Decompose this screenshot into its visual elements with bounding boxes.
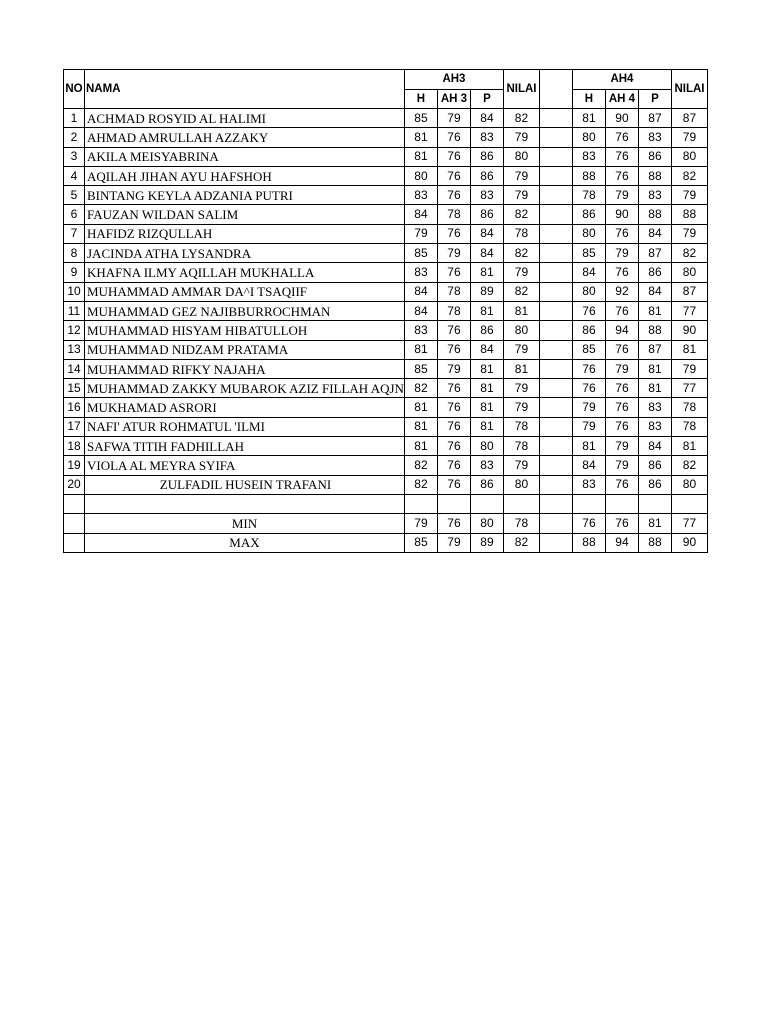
nilai-ah4-cell: 78 <box>671 417 707 436</box>
empty-cell <box>638 494 671 513</box>
ah3-h-cell: 85 <box>404 244 437 263</box>
column-spacer <box>539 514 572 533</box>
ah3-p-cell: 81 <box>470 263 503 282</box>
ah4-p-cell: 81 <box>638 301 671 320</box>
column-spacer <box>539 379 572 398</box>
nilai-ah4-cell: 81 <box>671 437 707 456</box>
column-spacer <box>539 533 572 552</box>
student-name: MUHAMMAD NIDZAM PRATAMA <box>85 340 405 359</box>
empty-cell <box>470 494 503 513</box>
nilai-ah4-cell: 80 <box>671 263 707 282</box>
ah4-p-cell: 84 <box>638 282 671 301</box>
column-spacer <box>539 417 572 436</box>
nilai-ah3-header: NILAI <box>503 70 539 109</box>
student-name: SAFWA TITIH FADHILLAH <box>85 437 405 456</box>
ah4-ah4-cell: 79 <box>605 244 638 263</box>
nilai-ah4-header: NILAI <box>671 70 707 109</box>
nilai-ah4-cell: 79 <box>671 128 707 147</box>
blank-row <box>64 494 708 513</box>
nilai-ah3-cell: 80 <box>503 147 539 166</box>
ah3-p-cell: 83 <box>470 456 503 475</box>
ah3-p-cell: 89 <box>470 533 503 552</box>
ah3-ah3-cell: 76 <box>437 321 470 340</box>
ah4-h-cell: 83 <box>572 147 605 166</box>
ah4-ah4-cell: 76 <box>605 263 638 282</box>
ah3-p-cell: 86 <box>470 147 503 166</box>
ah4-h-cell: 86 <box>572 321 605 340</box>
ah3-p-cell: 84 <box>470 224 503 243</box>
table-row <box>64 475 708 494</box>
ah3-p-cell: 86 <box>470 205 503 224</box>
table-row <box>64 398 708 417</box>
column-spacer <box>539 282 572 301</box>
ah4-ah4-cell: 94 <box>605 321 638 340</box>
ah3-h-cell: 79 <box>404 224 437 243</box>
student-name: MUHAMMAD ZAKKY MUBAROK AZIZ FILLAH AQJN <box>85 379 405 398</box>
ah4-ah4-cell: 90 <box>605 205 638 224</box>
ah4-ah4-cell: 79 <box>605 186 638 205</box>
column-spacer <box>539 340 572 359</box>
ah3-h-cell: 83 <box>404 263 437 282</box>
nilai-ah3-cell: 79 <box>503 340 539 359</box>
column-spacer <box>539 70 572 109</box>
column-spacer <box>539 359 572 378</box>
table-row <box>64 109 708 128</box>
column-spacer <box>539 456 572 475</box>
row-number: 3 <box>64 147 85 166</box>
ah3-ah3-cell: 79 <box>437 359 470 378</box>
ah3-h-cell: 79 <box>404 514 437 533</box>
student-name: HAFIDZ RIZQULLAH <box>85 224 405 243</box>
student-name: JACINDA ATHA LYSANDRA <box>85 244 405 263</box>
ah3-h-cell: 80 <box>404 166 437 185</box>
nilai-ah4-cell: 80 <box>671 475 707 494</box>
nilai-ah3-cell: 81 <box>503 359 539 378</box>
empty-cell <box>85 494 405 513</box>
nilai-ah4-cell: 87 <box>671 109 707 128</box>
nilai-ah3-cell: 78 <box>503 417 539 436</box>
ah4-p-cell: 88 <box>638 533 671 552</box>
ah3-p-cell: 89 <box>470 282 503 301</box>
ah3-ah3-cell: 78 <box>437 301 470 320</box>
student-name: AQILAH JIHAN AYU HAFSHOH <box>85 166 405 185</box>
ah3-h-cell: 81 <box>404 398 437 417</box>
ah4-p-cell: 86 <box>638 263 671 282</box>
nilai-ah4-cell: 88 <box>671 205 707 224</box>
ah4-p-cell: 87 <box>638 109 671 128</box>
ah4-ah4-cell: 79 <box>605 359 638 378</box>
ah3-p-cell: 83 <box>470 186 503 205</box>
row-number: 9 <box>64 263 85 282</box>
nilai-ah4-cell: 79 <box>671 224 707 243</box>
ah3-p-cell: 81 <box>470 398 503 417</box>
ah3-p-cell: 86 <box>470 475 503 494</box>
column-spacer <box>539 398 572 417</box>
ah4-p-cell: 81 <box>638 379 671 398</box>
nilai-ah4-cell: 78 <box>671 398 707 417</box>
column-spacer <box>539 224 572 243</box>
ah4-p-cell: 87 <box>638 340 671 359</box>
nilai-ah3-cell: 82 <box>503 244 539 263</box>
ah4-h-cell: 88 <box>572 166 605 185</box>
ah4-ah4-header: AH 4 <box>605 90 638 109</box>
ah3-h-cell: 81 <box>404 437 437 456</box>
ah3-h-cell: 81 <box>404 417 437 436</box>
nilai-ah3-cell: 79 <box>503 379 539 398</box>
empty-cell <box>503 494 539 513</box>
ah4-ah4-cell: 94 <box>605 533 638 552</box>
nilai-ah4-cell: 80 <box>671 147 707 166</box>
nilai-ah4-cell: 82 <box>671 456 707 475</box>
ah3-ah3-cell: 79 <box>437 109 470 128</box>
nilai-ah3-cell: 80 <box>503 475 539 494</box>
ah3-p-cell: 81 <box>470 379 503 398</box>
ah4-p-cell: 88 <box>638 321 671 340</box>
row-number: 4 <box>64 166 85 185</box>
ah3-p-cell: 84 <box>470 109 503 128</box>
summary-row-min <box>64 514 708 533</box>
ah4-ah4-cell: 92 <box>605 282 638 301</box>
ah3-h-cell: 84 <box>404 205 437 224</box>
ah4-h-cell: 81 <box>572 109 605 128</box>
ah3-h-cell: 82 <box>404 379 437 398</box>
ah4-h-cell: 76 <box>572 359 605 378</box>
ah4-ah4-cell: 76 <box>605 166 638 185</box>
nilai-ah3-cell: 82 <box>503 282 539 301</box>
ah4-h-cell: 76 <box>572 379 605 398</box>
row-number: 5 <box>64 186 85 205</box>
ah3-ah3-cell: 76 <box>437 263 470 282</box>
row-number: 19 <box>64 456 85 475</box>
ah3-h-cell: 81 <box>404 147 437 166</box>
nilai-ah3-cell: 79 <box>503 263 539 282</box>
student-name: VIOLA AL MEYRA SYIFA <box>85 456 405 475</box>
ah3-ah3-cell: 76 <box>437 147 470 166</box>
ah3-group-header: AH3 <box>404 70 503 90</box>
ah3-ah3-cell: 76 <box>437 379 470 398</box>
nilai-ah4-cell: 79 <box>671 359 707 378</box>
table-row <box>64 263 708 282</box>
ah4-ah4-cell: 76 <box>605 340 638 359</box>
ah3-ah3-cell: 76 <box>437 398 470 417</box>
row-number: 13 <box>64 340 85 359</box>
nilai-ah4-cell: 77 <box>671 301 707 320</box>
ah3-h-cell: 82 <box>404 475 437 494</box>
ah4-ah4-cell: 76 <box>605 514 638 533</box>
nilai-ah3-cell: 82 <box>503 205 539 224</box>
nilai-ah3-cell: 78 <box>503 224 539 243</box>
nilai-ah3-cell: 78 <box>503 437 539 456</box>
student-name: FAUZAN WILDAN SALIM <box>85 205 405 224</box>
ah4-h-header: H <box>572 90 605 109</box>
student-name: MUHAMMAD RIFKY NAJAHA <box>85 359 405 378</box>
ah4-ah4-cell: 76 <box>605 147 638 166</box>
student-name: MUKHAMAD ASRORI <box>85 398 405 417</box>
ah3-p-cell: 84 <box>470 340 503 359</box>
empty-cell <box>437 494 470 513</box>
nilai-ah3-cell: 82 <box>503 533 539 552</box>
table-body <box>64 70 708 553</box>
ah4-h-cell: 83 <box>572 475 605 494</box>
ah3-h-cell: 85 <box>404 109 437 128</box>
ah3-p-cell: 80 <box>470 437 503 456</box>
summary-label: MAX <box>85 533 405 552</box>
table-row <box>64 244 708 263</box>
row-number: 20 <box>64 475 85 494</box>
row-number: 17 <box>64 417 85 436</box>
column-spacer <box>539 147 572 166</box>
ah3-ah3-cell: 76 <box>437 128 470 147</box>
ah4-h-cell: 76 <box>572 301 605 320</box>
ah3-ah3-cell: 76 <box>437 186 470 205</box>
no-header: NO <box>64 70 85 109</box>
ah4-p-cell: 86 <box>638 475 671 494</box>
row-number: 18 <box>64 437 85 456</box>
ah3-h-cell: 84 <box>404 282 437 301</box>
nilai-ah4-cell: 77 <box>671 379 707 398</box>
ah4-ah4-cell: 76 <box>605 301 638 320</box>
row-number: 15 <box>64 379 85 398</box>
ah4-ah4-cell: 76 <box>605 475 638 494</box>
header-row-groups <box>64 70 708 90</box>
column-spacer <box>539 109 572 128</box>
ah3-p-cell: 83 <box>470 128 503 147</box>
nilai-ah4-cell: 82 <box>671 166 707 185</box>
ah4-ah4-cell: 79 <box>605 456 638 475</box>
ah4-h-cell: 79 <box>572 417 605 436</box>
ah4-p-cell: 84 <box>638 437 671 456</box>
row-number: 8 <box>64 244 85 263</box>
nama-header: NAMA <box>85 70 405 109</box>
ah3-h-cell: 82 <box>404 456 437 475</box>
table-row <box>64 128 708 147</box>
ah4-ah4-cell: 76 <box>605 417 638 436</box>
ah3-h-cell: 85 <box>404 359 437 378</box>
table-row <box>64 282 708 301</box>
nilai-ah4-cell: 90 <box>671 321 707 340</box>
nilai-ah3-cell: 81 <box>503 301 539 320</box>
column-spacer <box>539 263 572 282</box>
ah3-h-cell: 85 <box>404 533 437 552</box>
column-spacer <box>539 166 572 185</box>
ah4-p-cell: 84 <box>638 224 671 243</box>
student-name: KHAFNA ILMY AQILLAH MUKHALLA <box>85 263 405 282</box>
column-spacer <box>539 205 572 224</box>
empty-cell <box>671 494 707 513</box>
student-name: ZULFADIL HUSEIN TRAFANI <box>85 475 405 494</box>
table-row <box>64 186 708 205</box>
nilai-ah3-cell: 82 <box>503 109 539 128</box>
table-row <box>64 301 708 320</box>
ah3-ah3-cell: 76 <box>437 224 470 243</box>
row-number: 16 <box>64 398 85 417</box>
ah4-h-cell: 88 <box>572 533 605 552</box>
table-row <box>64 359 708 378</box>
table-row <box>64 205 708 224</box>
ah4-p-cell: 83 <box>638 398 671 417</box>
ah3-p-cell: 81 <box>470 417 503 436</box>
empty-cell <box>64 533 85 552</box>
table-row <box>64 166 708 185</box>
ah4-p-cell: 86 <box>638 456 671 475</box>
ah3-ah3-cell: 76 <box>437 456 470 475</box>
ah4-ah4-cell: 79 <box>605 437 638 456</box>
ah4-h-cell: 76 <box>572 514 605 533</box>
student-name: ACHMAD ROSYID AL HALIMI <box>85 109 405 128</box>
column-spacer <box>539 301 572 320</box>
ah4-h-cell: 81 <box>572 437 605 456</box>
nilai-ah3-cell: 79 <box>503 456 539 475</box>
nilai-ah3-cell: 79 <box>503 166 539 185</box>
column-spacer <box>539 244 572 263</box>
ah4-ah4-cell: 76 <box>605 224 638 243</box>
row-number: 11 <box>64 301 85 320</box>
ah4-ah4-cell: 76 <box>605 398 638 417</box>
ah4-h-cell: 80 <box>572 282 605 301</box>
ah4-ah4-cell: 90 <box>605 109 638 128</box>
table-row <box>64 456 708 475</box>
ah3-ah3-cell: 76 <box>437 475 470 494</box>
empty-cell <box>404 494 437 513</box>
ah4-p-cell: 83 <box>638 186 671 205</box>
summary-row-max <box>64 533 708 552</box>
row-number: 12 <box>64 321 85 340</box>
ah4-p-cell: 87 <box>638 244 671 263</box>
column-spacer <box>539 186 572 205</box>
ah4-p-cell: 81 <box>638 514 671 533</box>
row-number: 14 <box>64 359 85 378</box>
column-spacer <box>539 475 572 494</box>
ah3-ah3-cell: 78 <box>437 205 470 224</box>
ah3-ah3-cell: 78 <box>437 282 470 301</box>
ah3-p-cell: 84 <box>470 244 503 263</box>
ah3-h-cell: 83 <box>404 186 437 205</box>
row-number: 2 <box>64 128 85 147</box>
ah4-p-cell: 88 <box>638 205 671 224</box>
ah4-p-cell: 81 <box>638 359 671 378</box>
ah4-p-cell: 86 <box>638 147 671 166</box>
student-name: BINTANG KEYLA ADZANIA PUTRI <box>85 186 405 205</box>
ah4-p-header: P <box>638 90 671 109</box>
ah3-ah3-header: AH 3 <box>437 90 470 109</box>
ah4-h-cell: 79 <box>572 398 605 417</box>
row-number: 7 <box>64 224 85 243</box>
nilai-ah4-cell: 79 <box>671 186 707 205</box>
ah3-ah3-cell: 79 <box>437 244 470 263</box>
ah3-p-cell: 86 <box>470 166 503 185</box>
student-name: MUHAMMAD HISYAM HIBATULLOH <box>85 321 405 340</box>
nilai-ah4-cell: 81 <box>671 340 707 359</box>
nilai-ah3-cell: 79 <box>503 128 539 147</box>
student-name: NAFI' ATUR ROHMATUL 'ILMI <box>85 417 405 436</box>
ah3-p-cell: 81 <box>470 301 503 320</box>
ah4-p-cell: 83 <box>638 417 671 436</box>
table-row <box>64 417 708 436</box>
table-row <box>64 147 708 166</box>
empty-cell <box>605 494 638 513</box>
table-row <box>64 379 708 398</box>
ah4-h-cell: 80 <box>572 128 605 147</box>
ah4-h-cell: 85 <box>572 244 605 263</box>
ah3-p-header: P <box>470 90 503 109</box>
empty-cell <box>64 514 85 533</box>
student-name: AKILA MEISYABRINA <box>85 147 405 166</box>
ah3-h-header: H <box>404 90 437 109</box>
empty-cell <box>572 494 605 513</box>
ah3-h-cell: 81 <box>404 128 437 147</box>
ah3-h-cell: 83 <box>404 321 437 340</box>
ah3-ah3-cell: 76 <box>437 166 470 185</box>
ah4-h-cell: 84 <box>572 456 605 475</box>
nilai-ah4-cell: 87 <box>671 282 707 301</box>
ah3-ah3-cell: 76 <box>437 417 470 436</box>
ah3-ah3-cell: 76 <box>437 340 470 359</box>
nilai-ah3-cell: 79 <box>503 398 539 417</box>
grade-table <box>63 69 708 553</box>
nilai-ah4-cell: 90 <box>671 533 707 552</box>
ah3-ah3-cell: 76 <box>437 437 470 456</box>
table-row <box>64 321 708 340</box>
empty-cell <box>64 494 85 513</box>
table-row <box>64 340 708 359</box>
nilai-ah3-cell: 78 <box>503 514 539 533</box>
nilai-ah3-cell: 80 <box>503 321 539 340</box>
summary-label: MIN <box>85 514 405 533</box>
ah4-group-header: AH4 <box>572 70 671 90</box>
nilai-ah4-cell: 77 <box>671 514 707 533</box>
ah3-h-cell: 81 <box>404 340 437 359</box>
ah4-h-cell: 84 <box>572 263 605 282</box>
nilai-ah3-cell: 79 <box>503 186 539 205</box>
row-number: 10 <box>64 282 85 301</box>
student-name: AHMAD AMRULLAH AZZAKY <box>85 128 405 147</box>
empty-cell <box>539 494 572 513</box>
ah4-h-cell: 85 <box>572 340 605 359</box>
student-name: MUHAMMAD GEZ NAJIBBURROCHMAN <box>85 301 405 320</box>
ah3-p-cell: 81 <box>470 359 503 378</box>
ah4-p-cell: 88 <box>638 166 671 185</box>
ah3-ah3-cell: 79 <box>437 533 470 552</box>
ah4-ah4-cell: 76 <box>605 379 638 398</box>
row-number: 1 <box>64 109 85 128</box>
ah4-p-cell: 83 <box>638 128 671 147</box>
row-number: 6 <box>64 205 85 224</box>
ah4-ah4-cell: 76 <box>605 128 638 147</box>
ah3-p-cell: 80 <box>470 514 503 533</box>
ah3-p-cell: 86 <box>470 321 503 340</box>
ah4-h-cell: 78 <box>572 186 605 205</box>
ah4-h-cell: 80 <box>572 224 605 243</box>
nilai-ah4-cell: 82 <box>671 244 707 263</box>
column-spacer <box>539 437 572 456</box>
table-row <box>64 437 708 456</box>
ah3-h-cell: 84 <box>404 301 437 320</box>
student-name: MUHAMMAD AMMAR DA^I TSAQIIF <box>85 282 405 301</box>
column-spacer <box>539 321 572 340</box>
table-row <box>64 224 708 243</box>
ah3-ah3-cell: 76 <box>437 514 470 533</box>
ah4-h-cell: 86 <box>572 205 605 224</box>
column-spacer <box>539 128 572 147</box>
